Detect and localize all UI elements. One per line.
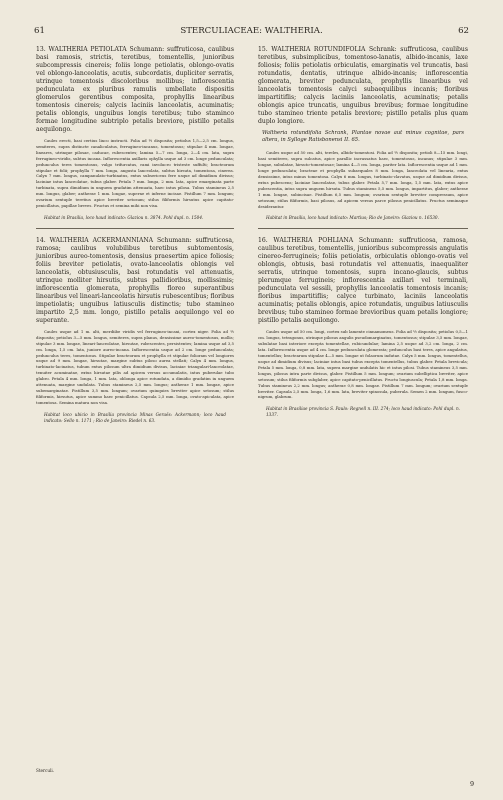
species-diagnosis: 13. WALTHERIA PETIOLATA Schumann: suffruticosa, caulibus basi ramosis, strictis, teretibus, tomentellis, junioribus subcompressis cinereis; foliis longe petiolatis, oblongo-ovatis vel oblongo-lanceolatis, acutis, subcordatis, dupliciter serratis, utrinque tomentosis discoloribus mollibus; inflorescentia pedunculata ex pluribus ramulis umbellate dispositis glomerulos gerentibus composita, prophyllis linearibus tomentosis cinereis; calycis laciniis lanceolatis, acuminatis; petalis oblongis, unguibus longis teretibus; tubo staminco formae longitudine subtriplo petalis breviore, pistillo petalis aequilongo.	[36, 46, 234, 133]
species-description: Caules usque ad 50 cm. alti, tereles, albido-tomentosi. Folia ad ½ disposita; petioli 8—15 mm. longi, basi semiteres, supra sulcatus, apice parallic incrassatus haec, tomentosus, incanus; stipulae 3 mm. longae, subulatae, hirsuto-tomentosae; lamina 4—5 cm. longa, pariter lata. Inflorescentia usque ad 1 mm. longe pedunculata; bracteae et prophylla subaequales 8 mm. longa, lanceolata vel linearia, extus densissime, intus minus tomentosa. Calyx 6 mm. longus, turbinato-clavatus, usque ad dimidium divisus, extus pubescens; laciniae lanceolatae, tubus glaber. Petala 5,7 mm. longa, 1,5 mm. lata, extus apice pubescentia, intus supra unguem hirsuta. Tubus stamineus 5,5 mm. longus, impartitus, glaber; antherae 1 mm. longae, subincisae. Pistillum 6,5 mm. longum; ovarium sextuple breviter compressum, apice setosum; stilus filiformis, basi pilosus, ad apicem versus parce pilosus penicillatus. Fructus seminaque desiderantur.	[258, 150, 468, 209]
page-number-left: 61	[34, 26, 45, 36]
right-column	[258, 46, 468, 418]
habitat-note: Habitat in Brasilia, loco haud indicato: Glaziou n. 3874. Pohl dupl. n. 1504.	[44, 214, 204, 220]
species-entry-13	[36, 46, 234, 221]
running-title: STERCULIACEAE: WALTHERIA.	[180, 26, 323, 36]
species-description: Caules erecti, basi certius linco instructi. Folia ad ½ disposita; petiolus 1,5—2,5 cm. longus, semiteres, supra distincte canaliculatus, ferrugineo-incanus, tomentosus; stipulae 4 mm. longae, lineares, utrinque pilosae, caducae, rubescentes; lamina 5—7 cm. longa, 2—4 cm. lata, supra ferrugineo-viridis, subtus incana. Inflorescentia axillaris ophylla usque ad 3 cm. longe pedunculata; pedunculus teres tomentosus, vulgo trifurcatus, rami involucro tristeste suffulti; bracteorum stipulae et folii; prophylla 7 mm. longa, angusta lanceolata, subtus hirsuta, tomentosa, cinerea. Calyx 7 mm. longus, campanulato-turbinatus, extus subsericeus fere usque ad dimidium divisus; laciniae intus lanceolatae, tubus glaber. Petala 7 mm. longa, 2 mm. lata, apice emarginata parte turbinata, supra dimidium in unguem gradatim attenuata, haec intus pilosa. Tubus stamineus 2,5 mm. longus, glaber; antherae 1 mm. longae, superne et inferne incisae. Pistillum 7 mm. longum; ovarium sextuple teretius apice breviter setosum; stilus filiformis hirsutus apice capitato-penicillatus, papillae breves. Fructus et semina mihi non visa.	[36, 138, 234, 208]
footnote: Sterculi.	[36, 768, 55, 773]
species-diagnosis: 15. WALTHERIA ROTUNDIFOLIA Schrank: suffruticosa, caulibus teretibus, subsimplicibus, tomentoso-lanatis, albido-incanis, laxe foliosis; foliis petiolatis orbiculatis, emarginatis vel truncatis, basi rotundatis, dentatis, utrinque albido-incanis; inflorescentia glomerata, breviter pedunculata, prophyllis linearibus vel lanceolatis tomentosis calyci subaequilibus incanis; floribus impartitiflis; calycis laciniis lanceolatis, acuminatis; petalis oblongis apice truncatis, unguibus brevibus; formae longitudine tubo stamineo triente petalis breviore; pistillo petalis plus quam duplo longiore.	[258, 46, 468, 125]
species-description: Caules usque ad 50 cm. longi, cortex sub lamente cinnamomeus. Folia ad ½ disposita; petiolus 0,5—1 cm. longus, tetragonus, utrinque pilosus angulis pseudomarginatus, tomentosus; stipulae 3,5 mm. longae, subulatae basi interiore excepta tomentellae, rubicundulae; lamina 2,5 usque ad 3,2 cm. longa, 2 cm. lata. Inflorescentia usque ad 4 cm. longe pedunculata glomerata; pedunculus basi teres, apice angulatus, tomentellus; bractearum stipulae 4—5 mm. longae ut folaorum indutae. Calyx 5 mm. longus, tomentellus, usque ad dimidium divisus; laciniae intus basi tubus excepta tomentellus, tubus glaber. Petala brevicula; Petala 5 mm. longa, 0,8 mm. lata, supera margine undulatis hic et intus pilosi. Tubus stamineus 3,5 mm. longus, pilosus intra parte divisus, glaber. Pistillum 5 mm. longum; ovarium subelliptica breviter, apice setosum; stilus filiformis subglaber, apice capitato-penicillatus. Fructu longiuscula; Petala 1,8 mm. longa. Tubus stamineus 2,2 mm. longus; antherae 0,8 mm. longae. Pistillum 7 mm. longum; ovarium sextuple breviter. Capsula 2,5 mm. longa, 1,6 mm. lata, breviter spinosula, puberula. Semen 2 mm. longum, fusco-nigrum, glabrum.	[258, 329, 468, 400]
habitat-note: Habitat loco ubicio in Brasilia provincia Minas Geraës: Ackermann; loco haud indicato: Sello n. 1171 ; Rio de Janeiro: Riedel n. 63.	[44, 411, 226, 423]
page-number-right: 62	[458, 26, 469, 36]
species-diagnosis: 16. WALTHERIA POHLIANA Schumann: suffruticosa, ramosa, caulibus teretibus, tomentellis, junioribus subcompressis angulatis cinereo-ferrugineis; foliis petiolatis, orbiculatis oblongo-ovatis vel oblongis, obtusis, basi rotundatis vel attenuatis, inaequaliter serratis, utrinque tomentosis, supra incano-glaucis, subtus plerumque ferrugineis; inflorescentia axillari vel terminali, pedunculata vel sessili, prophyllis lanceolatis tomentosis incanis; floribus impartitiflis; calyce turbinato, laciniis lanceolatis acuminatis; petalis oblongis, apice rotundatis, unguibus latiusculis brevibus; tubo stamineo formae brevioribus quam petalis longiore; pistillo petalis aequilongo.	[258, 237, 468, 325]
page-number-footer: 9	[470, 780, 475, 788]
literature-citation: Waltheria rotundifolia Schrank, Plantae novae aut minus cognitae, pars altera, in Sylloge Ratisbonensi II. 65.	[262, 130, 464, 144]
running-header	[34, 26, 469, 40]
species-entry-14	[36, 237, 234, 424]
habitat-note: Habitat in Brasilia, loco haud indicato: Martius; Rio de Janeiro: Glaziou n. 16530.	[266, 215, 439, 221]
divider	[36, 228, 234, 229]
divider	[258, 228, 468, 229]
left-column	[36, 46, 234, 424]
species-description: Caules usque ad 1 m. alti, merdiibe viridis vel ferrugineo-incani, cortex niger. Folia ad ½ disposita; petiolus 3—5 mm. longus, semiteres, supra planus, densissime aureo-tomentosus, mollis; stipulae 3 mm. longae, lineari-lanceolatae, hirsutae, rubescentes, persistentes; lamina usque ad 3,5 cm. longa, 1,5 cm. lata, juniore aureo-incana. Inflorescentia usque ad 2 cm. longe pedunculata; pedunculus teres, tomentosus. Stipulae bracteorum et prophylla et stipulae folioram vel longiores usque ad 9 mm. longae, hirsutae, margine subtus piloso aurea stellati; Calyx 4 mm. longus, turbinato-lacinatus, tubum extus pilosum ultra dimidium divisus, laciniae triangulari-lanceolatae, tenuiter acuminatae, extus hirsutae pilis ad apicem versus accumulatis, intus puberulae tubo glabro. Petala 4 mm. longa, 1 mm. lata, oblonga apice rotundata, a dimidio gradatim in unguem attenuata, margine undulata. Tubus stamineus 2,5 mm. longus; antherae 1 mm. longae, apice subemarginatae. Pistillum 3,5 mm. longum; ovarium quinquies breviter apice setosum; stilus filiformis, hirsutus, apice summo haec penicillatus. Capsula 2,5 mm. longa, ovato-apiculata, apice tomentosa. Semina matura non visa.	[36, 328, 234, 405]
species-entry-15	[258, 46, 468, 221]
species-diagnosis: 14. WALTHERIA ACKERMANNIANA Schumann: suffruticosa, ramosa; caulibus volubilibus teretibus subtomentosis, junioribus aureo-tomentosis, densius praesertim apice foliosis; foliis breviter petiolatis, ovato-lanceolatis oblongis vel lanceolatis, obtusiusculis, basi rotundatis vel attenuatis, utrinque molliter hirsutis, subtus pallidioribus, mollissimis; inflorescentia glomerata, prophyllis floreo superantibus linearibus vel lineari-lanceolatis hirsutis rubescentibus; floribus impetiolatis; unguibus latiusculis distinctis; tubo stamineo impartito 2,5 mm. longo, pistillo petalis aequilongo vel eo superante.	[36, 236, 234, 324]
species-entry-16	[258, 237, 468, 418]
habitat-note: Habitat in Brasiliae provincia S. Paulo: Regnell n. III. 274; loco haud indicato: Pohl dupl. n. 1337.	[266, 406, 460, 418]
